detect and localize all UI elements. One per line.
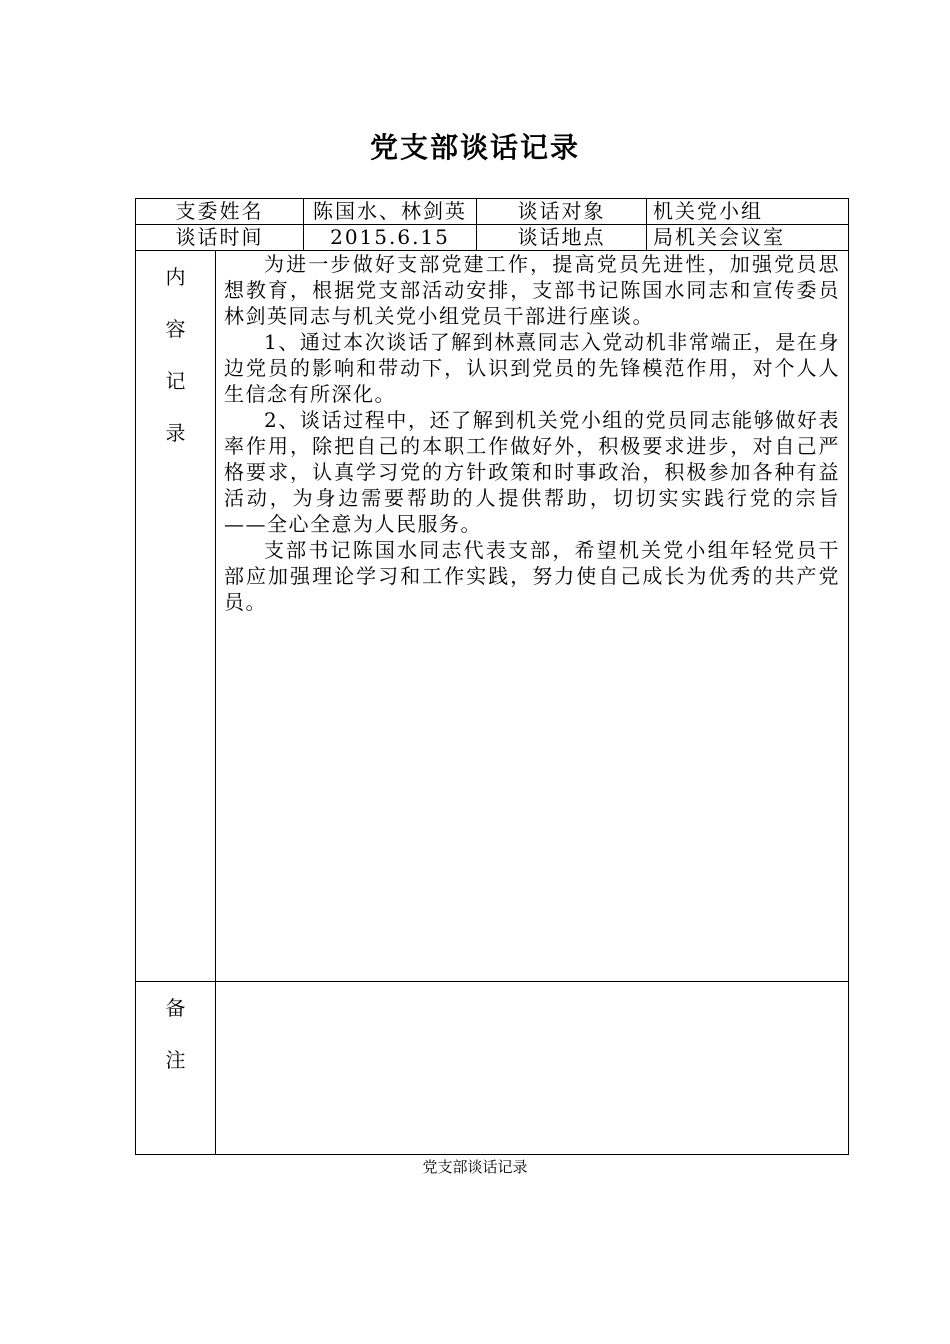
record-table — [135, 198, 849, 1155]
talk-time-label: 谈话时间 — [136, 225, 304, 251]
notes-label — [136, 982, 216, 1155]
talk-location-value: 局机关会议室 — [647, 225, 849, 251]
committee-name-value: 陈国水、林剑英 — [304, 199, 477, 225]
interviewee-value: 机关党小组 — [647, 199, 849, 225]
header-row-2 — [136, 225, 849, 251]
header-row-1 — [136, 199, 849, 225]
talk-location-label: 谈话地点 — [477, 225, 647, 251]
content-paragraph-2: 2、谈话过程中，还了解到机关党小组的党员同志能够做好表率作用，除把自己的本职工作做好外，积极要求进步，对自己严格要求，认真学习党的方针政策和时事政治，积极参加各种有益活动，为身边需要帮助的人提供帮助，切切实实践行党的宗旨——全心全意为人民服务。 — [224, 408, 840, 536]
content-body — [216, 251, 849, 982]
committee-name-label: 支委姓名 — [136, 199, 304, 225]
interviewee-label: 谈话对象 — [477, 199, 647, 225]
content-label-char: 内 — [165, 265, 186, 289]
content-paragraph-1: 1、通过本次谈话了解到林熹同志入党动机非常端正，是在身边党员的影响和带动下，认识到党员的先锋模范作用，对个人人生信念有所深化。 — [224, 330, 840, 406]
content-row — [136, 251, 849, 982]
notes-body — [216, 982, 849, 1155]
notes-label-char: 注 — [165, 1048, 186, 1072]
content-label-char: 录 — [165, 421, 186, 445]
content-paragraph-intro: 为进一步做好支部党建工作，提高党员先进性，加强党员思想教育，根据党支部活动安排，支部书记陈国水同志和宣传委员林剑英同志与机关党小组党员干部进行座谈。 — [224, 252, 840, 328]
talk-time-value: 2015.6.15 — [304, 225, 477, 251]
page-footer: 党支部谈话记录 — [422, 1158, 528, 1176]
document-title: 党支部谈话记录 — [369, 131, 580, 164]
content-paragraph-closing: 支部书记陈国水同志代表支部，希望机关党小组年轻党员干部应加强理论学习和工作实践，努力使自己成长为优秀的共产党员。 — [224, 538, 840, 614]
notes-label-char: 备 — [165, 996, 186, 1020]
content-label-char: 容 — [165, 317, 186, 341]
notes-row — [136, 982, 849, 1155]
content-label-char: 记 — [165, 369, 186, 393]
content-record-label — [136, 251, 216, 982]
